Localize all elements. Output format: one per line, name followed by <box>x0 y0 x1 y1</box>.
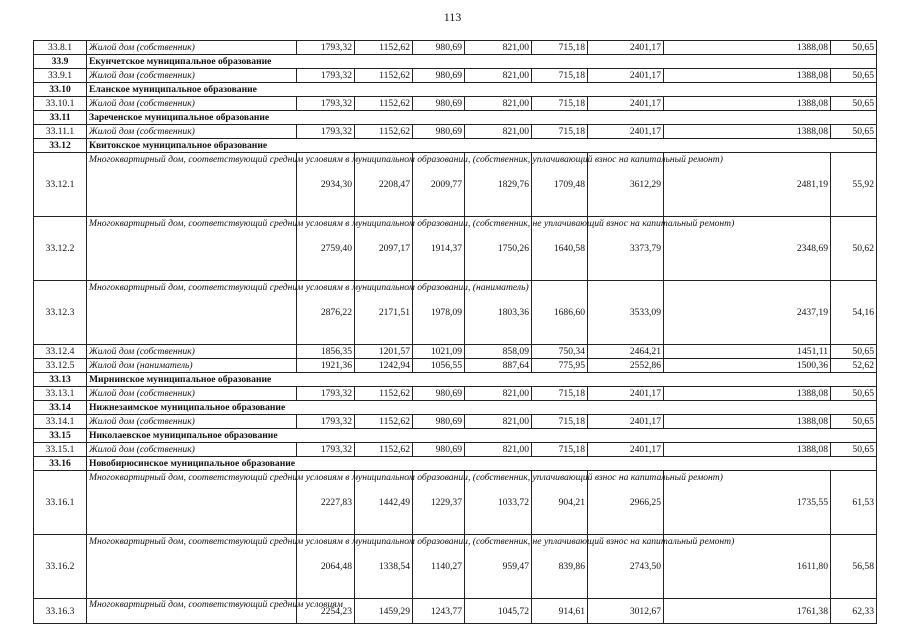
row-description: Жилой дом (собственник) <box>87 125 297 139</box>
table-row <box>34 599 877 624</box>
value-cell-5: 715,18 <box>532 69 588 83</box>
table-row <box>34 415 877 429</box>
value-cell-7: 1388,08 <box>664 125 831 139</box>
value-cell-5: 914,61 <box>532 599 588 624</box>
value-cell-6: 2401,17 <box>588 415 664 429</box>
row-code: 33.12.2 <box>34 217 87 281</box>
value-cell-6: 2464,21 <box>588 345 664 359</box>
row-description: Многоквартирный дом, соответствующий средним условиям в муниципальном образовании, (собственник, уплачивающий взнос на капитальный ремонт) <box>87 153 297 217</box>
value-cell-6: 2401,17 <box>588 41 664 55</box>
row-description: Многоквартирный дом, соответствующий средним условиям в муниципальном образовании, (собственник, не уплачивающий взнос на капитальный ремонт) <box>87 535 297 599</box>
value-cell-6: 3533,09 <box>588 281 664 345</box>
row-description: Жилой дом (собственник) <box>87 415 297 429</box>
value-cell-2: 2208,47 <box>355 153 413 217</box>
section-header-row <box>34 457 877 471</box>
value-cell-8: 50,65 <box>831 41 877 55</box>
page-number: 113 <box>443 10 462 24</box>
value-cell-2: 1442,49 <box>355 471 413 535</box>
table-row <box>34 535 877 599</box>
tariff-table <box>33 40 877 624</box>
value-cell-4: 1829,76 <box>465 153 532 217</box>
value-cell-7: 1388,08 <box>664 387 831 401</box>
value-cell-1: 1793,32 <box>297 97 355 111</box>
row-code: 33.11.1 <box>34 125 87 139</box>
value-cell-4: 821,00 <box>465 41 532 55</box>
section-code: 33.16 <box>34 457 87 471</box>
value-cell-4: 821,00 <box>465 387 532 401</box>
value-cell-1: 2759,40 <box>297 217 355 281</box>
row-description: Многоквартирный дом, соответствующий средним условиям в муниципальном образовании, (наниматель) <box>87 281 297 345</box>
value-cell-7: 1761,38 <box>664 599 831 624</box>
value-cell-4: 959,47 <box>465 535 532 599</box>
section-code: 33.14 <box>34 401 87 415</box>
table-row <box>34 387 877 401</box>
value-cell-7: 1500,36 <box>664 359 831 373</box>
row-description: Жилой дом (собственник) <box>87 41 297 55</box>
value-cell-6: 3612,29 <box>588 153 664 217</box>
value-cell-5: 750,34 <box>532 345 588 359</box>
value-cell-8: 62,33 <box>831 599 877 624</box>
value-cell-8: 50,62 <box>831 217 877 281</box>
value-cell-3: 980,69 <box>413 443 465 457</box>
section-title: Новобирюсинское муниципальное образование <box>87 457 877 471</box>
value-cell-3: 1914,37 <box>413 217 465 281</box>
value-cell-7: 1735,55 <box>664 471 831 535</box>
section-header-row <box>34 373 877 387</box>
value-cell-6: 3373,79 <box>588 217 664 281</box>
row-description: Жилой дом (собственник) <box>87 345 297 359</box>
table-row <box>34 97 877 111</box>
value-cell-6: 3012,67 <box>588 599 664 624</box>
value-cell-4: 821,00 <box>465 415 532 429</box>
value-cell-2: 1152,62 <box>355 125 413 139</box>
row-code: 33.12.5 <box>34 359 87 373</box>
value-cell-3: 980,69 <box>413 125 465 139</box>
section-code: 33.10 <box>34 83 87 97</box>
value-cell-7: 1388,08 <box>664 97 831 111</box>
value-cell-6: 2401,17 <box>588 387 664 401</box>
row-description: Жилой дом (собственник) <box>87 443 297 457</box>
value-cell-3: 1021,09 <box>413 345 465 359</box>
section-header-row <box>34 111 877 125</box>
value-cell-4: 887,64 <box>465 359 532 373</box>
value-cell-3: 980,69 <box>413 41 465 55</box>
value-cell-1: 1793,32 <box>297 125 355 139</box>
table-row <box>34 153 877 217</box>
row-description: Жилой дом (собственник) <box>87 97 297 111</box>
value-cell-7: 1388,08 <box>664 415 831 429</box>
value-cell-8: 50,65 <box>831 69 877 83</box>
value-cell-1: 2934,30 <box>297 153 355 217</box>
value-cell-4: 821,00 <box>465 69 532 83</box>
value-cell-1: 1856,35 <box>297 345 355 359</box>
value-cell-4: 821,00 <box>465 443 532 457</box>
section-header-row <box>34 401 877 415</box>
value-cell-2: 1152,62 <box>355 415 413 429</box>
value-cell-7: 1611,80 <box>664 535 831 599</box>
row-code: 33.13.1 <box>34 387 87 401</box>
value-cell-7: 1388,08 <box>664 443 831 457</box>
section-title: Николаевское муниципальное образование <box>87 429 877 443</box>
section-header-row <box>34 139 877 153</box>
value-cell-3: 1243,77 <box>413 599 465 624</box>
section-title: Квитокское муниципальное образование <box>87 139 877 153</box>
section-code: 33.15 <box>34 429 87 443</box>
value-cell-2: 1152,62 <box>355 41 413 55</box>
section-title: Зареченское муниципальное образование <box>87 111 877 125</box>
value-cell-2: 1152,62 <box>355 443 413 457</box>
value-cell-7: 1388,08 <box>664 69 831 83</box>
value-cell-5: 715,18 <box>532 415 588 429</box>
value-cell-1: 2254,23 <box>297 599 355 624</box>
value-cell-8: 50,65 <box>831 97 877 111</box>
row-code: 33.12.1 <box>34 153 87 217</box>
value-cell-8: 50,65 <box>831 125 877 139</box>
section-header-row <box>34 83 877 97</box>
value-cell-3: 980,69 <box>413 387 465 401</box>
value-cell-8: 54,16 <box>831 281 877 345</box>
table-row <box>34 443 877 457</box>
value-cell-1: 1793,32 <box>297 41 355 55</box>
value-cell-8: 50,65 <box>831 345 877 359</box>
value-cell-2: 1459,29 <box>355 599 413 624</box>
section-title: Еланское муниципальное образование <box>87 83 877 97</box>
value-cell-1: 1793,32 <box>297 443 355 457</box>
value-cell-7: 2481,19 <box>664 153 831 217</box>
value-cell-8: 50,65 <box>831 387 877 401</box>
value-cell-8: 50,65 <box>831 443 877 457</box>
value-cell-1: 1793,32 <box>297 415 355 429</box>
value-cell-1: 2876,22 <box>297 281 355 345</box>
row-description: Жилой дом (собственник) <box>87 69 297 83</box>
row-description: Жилой дом (наниматель) <box>87 359 297 373</box>
value-cell-7: 2348,69 <box>664 217 831 281</box>
value-cell-8: 61,53 <box>831 471 877 535</box>
table-row <box>34 359 877 373</box>
value-cell-3: 980,69 <box>413 69 465 83</box>
value-cell-2: 1152,62 <box>355 97 413 111</box>
value-cell-8: 55,92 <box>831 153 877 217</box>
value-cell-2: 1201,57 <box>355 345 413 359</box>
section-header-row <box>34 429 877 443</box>
value-cell-4: 1803,36 <box>465 281 532 345</box>
section-title: Мирнинское муниципальное образование <box>87 373 877 387</box>
value-cell-3: 2009,77 <box>413 153 465 217</box>
table-row <box>34 125 877 139</box>
table-row <box>34 41 877 55</box>
value-cell-3: 980,69 <box>413 97 465 111</box>
value-cell-6: 2401,17 <box>588 443 664 457</box>
row-description: Многоквартирный дом, соответствующий средним условиям в муниципальном образовании, (собственник, уплачивающий взнос на капитальный ремонт) <box>87 471 297 535</box>
value-cell-6: 2401,17 <box>588 125 664 139</box>
value-cell-4: 858,09 <box>465 345 532 359</box>
value-cell-5: 904,21 <box>532 471 588 535</box>
value-cell-3: 1978,09 <box>413 281 465 345</box>
value-cell-4: 1045,72 <box>465 599 532 624</box>
value-cell-5: 839,86 <box>532 535 588 599</box>
value-cell-7: 2437,19 <box>664 281 831 345</box>
value-cell-4: 1033,72 <box>465 471 532 535</box>
value-cell-2: 2097,17 <box>355 217 413 281</box>
value-cell-5: 715,18 <box>532 387 588 401</box>
value-cell-1: 2227,83 <box>297 471 355 535</box>
value-cell-5: 715,18 <box>532 125 588 139</box>
value-cell-8: 50,65 <box>831 415 877 429</box>
table-row <box>34 69 877 83</box>
row-description: Многоквартирный дом, соответствующий средним условиям в муниципальном образовании, (собственник, не уплачивающий взнос на капитальный ремонт) <box>87 217 297 281</box>
value-cell-6: 2401,17 <box>588 97 664 111</box>
row-code: 33.10.1 <box>34 97 87 111</box>
value-cell-3: 980,69 <box>413 415 465 429</box>
value-cell-5: 1640,58 <box>532 217 588 281</box>
value-cell-4: 821,00 <box>465 125 532 139</box>
section-code: 33.12 <box>34 139 87 153</box>
value-cell-8: 56,58 <box>831 535 877 599</box>
section-title: Нижнезаимское муниципальное образование <box>87 401 877 415</box>
value-cell-1: 2064,48 <box>297 535 355 599</box>
row-code: 33.16.2 <box>34 535 87 599</box>
value-cell-8: 52,62 <box>831 359 877 373</box>
value-cell-3: 1229,37 <box>413 471 465 535</box>
row-code: 33.14.1 <box>34 415 87 429</box>
row-code: 33.9.1 <box>34 69 87 83</box>
value-cell-1: 1793,32 <box>297 387 355 401</box>
value-cell-5: 1709,48 <box>532 153 588 217</box>
table-row <box>34 345 877 359</box>
value-cell-6: 2743,50 <box>588 535 664 599</box>
value-cell-6: 2401,17 <box>588 69 664 83</box>
value-cell-6: 2552,86 <box>588 359 664 373</box>
row-code: 33.16.3 <box>34 599 87 624</box>
row-code: 33.15.1 <box>34 443 87 457</box>
value-cell-6: 2966,25 <box>588 471 664 535</box>
value-cell-1: 1921,36 <box>297 359 355 373</box>
row-code: 33.8.1 <box>34 41 87 55</box>
value-cell-3: 1056,55 <box>413 359 465 373</box>
section-title: Екунчетское муниципальное образование <box>87 55 877 69</box>
section-header-row <box>34 55 877 69</box>
value-cell-1: 1793,32 <box>297 69 355 83</box>
row-description: Многоквартирный дом, соответствующий средним условиям <box>87 599 297 624</box>
value-cell-2: 1338,54 <box>355 535 413 599</box>
value-cell-5: 715,18 <box>532 41 588 55</box>
section-code: 33.11 <box>34 111 87 125</box>
value-cell-2: 1152,62 <box>355 387 413 401</box>
value-cell-5: 715,18 <box>532 97 588 111</box>
value-cell-2: 2171,51 <box>355 281 413 345</box>
value-cell-5: 775,95 <box>532 359 588 373</box>
value-cell-7: 1388,08 <box>664 41 831 55</box>
row-code: 33.12.4 <box>34 345 87 359</box>
section-code: 33.13 <box>34 373 87 387</box>
value-cell-7: 1451,11 <box>664 345 831 359</box>
section-code: 33.9 <box>34 55 87 69</box>
tariff-table-body <box>34 41 877 624</box>
table-row <box>34 217 877 281</box>
value-cell-2: 1152,62 <box>355 69 413 83</box>
value-cell-2: 1242,94 <box>355 359 413 373</box>
row-code: 33.16.1 <box>34 471 87 535</box>
value-cell-3: 1140,27 <box>413 535 465 599</box>
row-code: 33.12.3 <box>34 281 87 345</box>
value-cell-5: 715,18 <box>532 443 588 457</box>
row-description: Жилой дом (собственник) <box>87 387 297 401</box>
value-cell-4: 1750,26 <box>465 217 532 281</box>
table-row <box>34 281 877 345</box>
table-row <box>34 471 877 535</box>
value-cell-5: 1686,60 <box>532 281 588 345</box>
value-cell-4: 821,00 <box>465 97 532 111</box>
